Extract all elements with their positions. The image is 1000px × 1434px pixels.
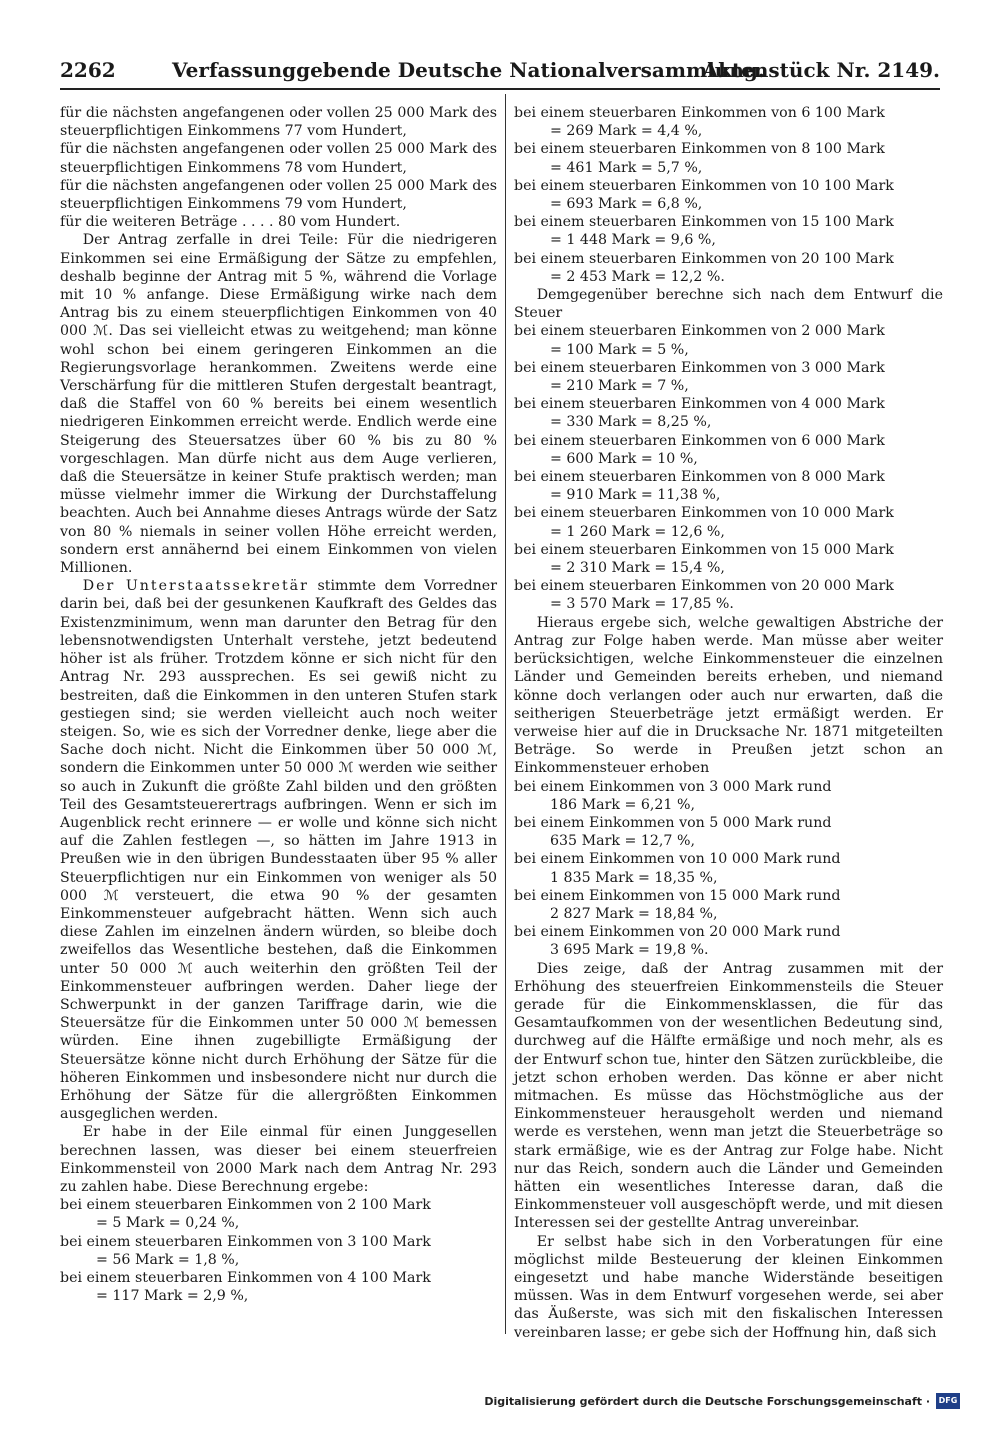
column-divider <box>505 94 506 1334</box>
calculation-table <box>514 104 943 286</box>
table-row-label: bei einem steuerbaren Einkommen von 4 100 Mark <box>60 1270 431 1286</box>
table-row-value: = 5 Mark = 0,24 %, <box>96 1215 240 1232</box>
paragraph: Er selbst habe sich in den Vorberatungen für eine möglichst milde Besteuerung der kleinen Einkommen eingesetzt und habe manche Widerstände beseitigen müssen. Was in dem Entwurf vorgesehen werde, sei aber das Äußerste, was sich mit den fiskalischen Interessen vereinbaren lasse; er gebe sich der Hoffnung hin, daß sich <box>514 1233 943 1341</box>
paragraph: Er habe in der Eile einmal für einen Junggesellen berechnen lassen, was dieser bei einem steuerfreien Einkommensteil von 2000 Mark nach dem Antrag Nr. 293 zu zahlen habe. Diese Berechnung ergebe: <box>60 1124 497 1195</box>
table-row-value: = 210 Mark = 7 %, <box>550 378 689 395</box>
table-row-label: bei einem steuerbaren Einkommen von 15 000 Mark <box>514 541 894 558</box>
table-row-label: bei einem steuerbaren Einkommen von 8 000 Mark <box>514 469 885 486</box>
table-row-label: bei einem steuerbaren Einkommen von 20 100 Mark <box>514 250 894 267</box>
table-row-label: bei einem steuerbaren Einkommen von 2 000 Mark <box>514 323 885 340</box>
table-row-label: bei einem steuerbaren Einkommen von 3 100 Mark <box>60 1233 431 1250</box>
table-row-value: = 117 Mark = 2,9 %, <box>96 1288 249 1305</box>
footer-credit: Digitalisierung gefördert durch die Deutsche Forschungsgemeinschaft · <box>484 1394 930 1408</box>
speaker-name: Der Unterstaatssekretär <box>82 578 309 595</box>
table-row-value: 2 827 Mark = 18,84 %, <box>550 905 718 922</box>
paragraph: Dies zeige, daß der Antrag zusammen mit der Erhöhung des steuerfreien Einkommensteils die Steuer gerade für die Einkommensklassen, die für das Gesamtaufkommen von der wesentlichen Bedeutung sind, durchweg auf die Hälfte ermäßige und noch mehr, als es der Entwurf schon tue, hinter den Sätzen zurückbleibe, die jetzt schon erhoben werden. Das könne er aber nicht mitmachen. Es müsse das Höchstmögliche aus der Einkommensteuer herausgeholt werden und niemand werde es verstehen, wenn man jetzt die Steuerbeträge so stark ermäßige, wie es der Antrag zur Folge habe. Nicht nur das Reich, sondern auch die Länder und Gemeinden hätten ein wesentliches Interesse daran, daß die Einkommensteuer voll ausgeschöpft werde, und mit diesen Interessen sei der gestellte Antrag unvereinbar. <box>514 960 943 1232</box>
table-row-value: 1 835 Mark = 18,35 %, <box>550 869 718 886</box>
table-row-label: bei einem Einkommen von 5 000 Mark rund <box>514 814 832 831</box>
table-row-value: = 600 Mark = 10 %, <box>550 450 698 467</box>
table-row-value: = 461 Mark = 5,7 %, <box>550 159 703 176</box>
page-title: Verfassunggebende Deutsche Nationalversammlung. <box>172 58 765 82</box>
page-number: 2262 <box>60 58 116 82</box>
left-column <box>60 104 497 1305</box>
table-row-value: = 910 Mark = 11,38 %, <box>550 487 721 504</box>
table-row-label: bei einem steuerbaren Einkommen von 8 100 Mark <box>514 141 885 158</box>
table-row-label: bei einem steuerbaren Einkommen von 10 100 Mark <box>514 177 894 194</box>
paragraph: Demgegenüber berechne sich nach dem Entwurf die Steuer <box>514 287 943 322</box>
paragraph: Hieraus ergebe sich, welche gewaltigen Abstriche der Antrag zur Folge haben werde. Man müsse aber weiter berücksichtigen, welche Einkommensteuer die einzelnen Länder und Gemeinden bereits erheben, und niemand könne doch verlangen oder auch nur erwarten, daß die seitherigen Steuerbeträge jetzt ermäßigt werden. Er verweise hier auf die in Drucksache Nr. 1871 mitgeteilten Beträge. So werde in Preußen jetzt schon an Einkommensteuer erhoben <box>514 614 943 777</box>
table-row-value: = 693 Mark = 6,8 %, <box>550 196 703 213</box>
right-column <box>514 104 943 1342</box>
table-row-label: bei einem steuerbaren Einkommen von 10 000 Mark <box>514 505 894 522</box>
table-row-label: bei einem Einkommen von 3 000 Mark rund <box>514 778 832 795</box>
document-reference: Aktenstück Nr. 2149. <box>702 58 940 82</box>
paragraph: Der Antrag zerfalle in drei Teile: Für die niedrigeren Einkommen sei eine Ermäßigung der Sätze zu empfehlen, deshalb beginne der Antrag mit 5 %, während die Vorlage mit 10 % anfange. Diese Ermäßigung wirke nach dem Antrag bis zu einem steuerpflichtigen Einkommen von 40 000 ℳ. Das sei vielleicht etwas zu weitgehend; man könne wohl schon bei einem geringeren Einkommen an die Regierungsvorlage herankommen. Zweitens werde eine Verschärfung für die mittleren Stufen dergestalt beantragt, daß die Staffel von 60 % bereits bei einem wesentlich niedrigeren Einkommen erreicht werde. Endlich werde eine Steigerung des Steuersatzes über 60 % bis zu 80 % vorgeschlagen. Man dürfe nicht aus dem Auge verlieren, daß die Steuersätze in keiner Stufe praktisch werden; man müsse vielmehr immer die Wirkung der Durchstaffelung beachten. Auch bei Annahme dieses Antrags würde der Satz von 80 % niemals in seiner vollen Höhe erreicht werden, sondern erst annähernd bei einem Einkommen von vielen Millionen. <box>60 232 497 577</box>
table-row-label: bei einem steuerbaren Einkommen von 15 100 Mark <box>514 214 894 231</box>
table-row-value: = 330 Mark = 8,25 %, <box>550 414 712 431</box>
table-row-label: bei einem Einkommen von 10 000 Mark rund <box>514 851 841 868</box>
table-row-label: bei einem steuerbaren Einkommen von 20 000 Mark <box>514 578 894 595</box>
table-row-value: = 3 570 Mark = 17,85 %. <box>550 596 734 613</box>
table-row-label: bei einem steuerbaren Einkommen von 2 100 Mark <box>60 1197 431 1214</box>
table-row-value: = 56 Mark = 1,8 %, <box>96 1251 240 1268</box>
table-row-value: = 2 453 Mark = 12,2 %. <box>550 268 725 285</box>
calculation-table <box>514 322 943 613</box>
dfg-logo: DFG <box>936 1393 960 1409</box>
table-row-value: 186 Mark = 6,21 %, <box>550 796 695 813</box>
table-row-label: bei einem steuerbaren Einkommen von 6 100 Mark <box>514 105 885 121</box>
calculation-table <box>60 1196 497 1305</box>
paragraph-text: stimmte dem Vorredner darin bei, daß bei der gesunkenen Kaufkraft des Geldes das Existenzminimum, wenn man darunter den Betrag für den lebensnotwendigsten Unterhalt verstehe, jetzt bedeutend höher ist als früher. Trotzdem könne er sich nicht für den Antrag Nr. 293 aussprechen. Es sei gewiß nicht zu bestreiten, daß die Einkommen in den unteren Stufen stark gestiegen sind; sie werden vielleicht auch noch weiter steigen. So, wie es sich der Vorredner denke, liege aber die Sache doch nicht. Nicht die Einkommen über 50 000 ℳ, sondern die Einkommen unter 50 000 ℳ werden wie seither so auch in Zukunft die größte Zahl bilden und den größten Teil des Gesamtsteuerertrags aufbringen. Wenn er sich im Augenblick recht erinnere — er wolle und könne sich nicht auf die Zahlen festlegen —, so hätten im Jahre 1913 in Preußen wie in den übrigen Bundesstaaten über 95 % aller Steuerpflichtigen nur ein Einkommen von weniger als 50 000 ℳ versteuert, die etwa 90 % der gesamten Einkommensteuer aufgebracht hätten. Wenn sich auch diese Zahlen im einzelnen ändern würden, so bleibe doch zweifellos das Wesentliche bestehen, daß die Einkommen unter 50 000 ℳ auch weiterhin den größten Teil der Einkommensteuer aufbringen werden. Daher liege der Schwerpunkt in der ganzen Tariffrage darin, wie die Steuersätze für die Einkommen unter 50 000 ℳ bemessen würden. Eine ihnen zugebilligte Ermäßigung der Steuersätze könne nicht durch Erhöhung der Sätze für die höheren Einkommen und insbesondere nicht nur durch die Erhöhung der Sätze für die allergrößten Einkommen ausgeglichen werden. <box>60 578 497 1123</box>
paragraph: für die weiteren Beträge . . . . 80 vom Hundert. <box>60 214 401 231</box>
paragraph <box>60 577 497 1123</box>
table-row-value: = 2 310 Mark = 15,4 %, <box>550 560 725 577</box>
table-row-value: 635 Mark = 12,7 %, <box>550 833 695 850</box>
table-row-label: bei einem steuerbaren Einkommen von 6 000 Mark <box>514 432 885 449</box>
paragraph: für die nächsten angefangenen oder vollen 25 000 Mark des steuerpflichtigen Einkommens 77 vom Hundert, <box>60 105 497 140</box>
footer <box>484 1393 960 1409</box>
table-row-label: bei einem Einkommen von 15 000 Mark rund <box>514 887 841 904</box>
table-row-label: bei einem steuerbaren Einkommen von 3 000 Mark <box>514 359 885 376</box>
table-row-value: = 1 260 Mark = 12,6 %, <box>550 523 725 540</box>
page-header <box>60 58 940 90</box>
calculation-table <box>514 778 943 960</box>
paragraph: für die nächsten angefangenen oder vollen 25 000 Mark des steuerpflichtigen Einkommens 79 vom Hundert, <box>60 177 497 213</box>
table-row-value: = 100 Mark = 5 %, <box>550 341 689 358</box>
paragraph: für die nächsten angefangenen oder vollen 25 000 Mark des steuerpflichtigen Einkommens 78 vom Hundert, <box>60 141 497 176</box>
table-row-value: = 1 448 Mark = 9,6 %, <box>550 232 716 249</box>
table-row-label: bei einem steuerbaren Einkommen von 4 000 Mark <box>514 396 885 413</box>
table-row-value: 3 695 Mark = 19,8 %. <box>550 942 709 959</box>
table-row-label: bei einem Einkommen von 20 000 Mark rund <box>514 924 841 941</box>
table-row-value: = 269 Mark = 4,4 %, <box>550 123 703 140</box>
